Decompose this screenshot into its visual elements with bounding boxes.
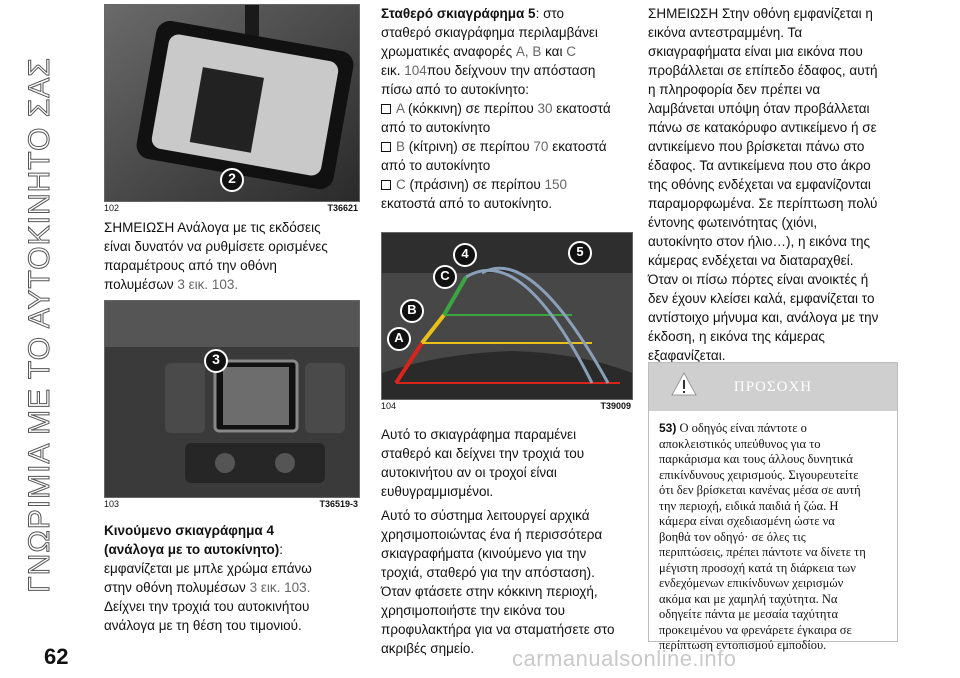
warning-line: οδηγείτε πάντα με μεσαία ταχύτητα xyxy=(659,607,838,621)
bullet-distance: 30 xyxy=(537,101,553,116)
col3-note-line: δεν έχουν κλείσει καλά, εμφανίζεται το xyxy=(648,291,875,306)
figure-reference: 104 xyxy=(404,63,427,78)
col1-note-line: είναι δυνατόν να ρυθμίσετε ορισμένες xyxy=(104,239,328,254)
bullet-text: (κίτρινη) σε περίπου xyxy=(408,139,534,154)
callout-2-label: 2 xyxy=(228,170,236,186)
col2-line: χρωματικές αναφορές xyxy=(381,44,516,59)
figure-103-dashboard xyxy=(104,300,360,498)
page-number: 62 xyxy=(44,644,69,669)
warning-body xyxy=(649,411,897,664)
col1-body-line: ανάλογα με τη θέση του τιμονιού. xyxy=(104,618,302,633)
bullet-unit: εκατοστά xyxy=(552,101,611,116)
figure-reference: 3 εικ. 103. xyxy=(177,277,239,292)
col3-note-line: αυτοκίνητο στον ήλιο…), η εικόνα της xyxy=(648,234,871,249)
warning-title: ΠΡΟΣΟΧΗ xyxy=(733,378,813,395)
moving-guideline-heading: (ανάλογα με το αυτοκίνητο) xyxy=(104,542,280,557)
warning-line: Ο οδηγός είναι πάντοτε ο xyxy=(676,421,807,435)
col1-body-line: εμφανίζεται με μπλε χρώμα επάνω xyxy=(104,561,312,576)
callout-5-label: 5 xyxy=(576,244,584,259)
warning-line: παρκάρισμα και τους άλλους δυνητικά xyxy=(659,452,853,466)
col2-para2-line: χρησιμοποιήστε την εικόνα του xyxy=(381,603,566,618)
figure-104-code: T39009 xyxy=(600,401,631,411)
bullet-unit: εκατοστά xyxy=(548,139,607,154)
callout-c-label: C xyxy=(440,268,450,283)
warning-triangle-icon xyxy=(671,371,697,397)
bullet-distance: 70 xyxy=(533,139,549,154)
col3-note-line: έντονης φωτεινότητας (χιόνι, xyxy=(648,215,818,230)
checkbox-bullet-icon xyxy=(381,180,391,190)
warning-line: την περιοχή, ειδικά παιδιά ή ζώα. Η xyxy=(659,498,839,513)
callout-4-label: 4 xyxy=(461,246,469,261)
figure-104-number: 104 xyxy=(381,401,397,411)
col3-note-line: πάνω σε κατακόρυφο αντικείμενο ή σε xyxy=(648,120,877,135)
col2-para2-line: χρησιμοποιώντας ένα ή περισσότερα xyxy=(381,527,603,542)
figure-103-number: 103 xyxy=(104,499,120,509)
col2-line: : στο xyxy=(535,6,565,21)
col3-note-line: Όταν οι πίσω πόρτες είναι ανοικτές ή xyxy=(648,272,869,287)
dashboard-illustration xyxy=(105,301,359,497)
figure-102-code: T36621 xyxy=(327,203,358,213)
bullet-letter: C xyxy=(396,177,406,192)
checkbox-bullet-icon xyxy=(381,104,391,114)
warning-line: κάμερα είναι σχεδιασμένη ώστε να xyxy=(659,514,835,528)
col2-para2-line: σκιαγραφήματα (κινούμενο για την xyxy=(381,546,587,561)
col1-note-line: ΣΗΜΕΙΩΣΗ Ανάλογα με τις εκδόσεις xyxy=(104,220,321,235)
col2-line: και xyxy=(541,44,567,59)
warning-line: βοηθά τον οδηγό· σε όλες τις xyxy=(659,529,806,544)
bullet-tail: από το αυτοκίνητο xyxy=(381,158,491,173)
side-chapter-title: ΓΝΩΡΙΜΙΑ ΜΕ ΤΟ ΑΥΤΟΚΙΝΗΤΟ ΣΑΣ xyxy=(23,57,56,593)
bullet-text: (κόκκινη) σε περίπου xyxy=(408,101,538,116)
warning-line: μέγιστη προσοχή κατά τη διάρκεια των xyxy=(659,560,856,575)
col3-note xyxy=(648,4,910,365)
col1-note-line: πολυμέσων xyxy=(104,277,178,292)
warning-line: ακόμα και με χαμηλή ταχύτητα. Να xyxy=(659,591,838,606)
warning-line: περίπτωση εντοπισμού εμποδίου. xyxy=(659,638,827,652)
warning-line: προκειμένου να φρενάρετε έγκαιρα σε xyxy=(659,622,852,637)
moving-guideline-heading: Κινούμενο σκιαγράφημα 4 xyxy=(104,523,274,538)
col2-line: σταθερό σκιαγράφημα περιλαμβάνει xyxy=(381,25,598,40)
col2-line: εικ. xyxy=(381,63,405,78)
figure-102-mirror xyxy=(104,4,360,202)
figure-102-number: 102 xyxy=(104,203,120,213)
col1-moving-guideline xyxy=(104,521,368,635)
col2-para1-line: ευθυγραμμισμένοι. xyxy=(381,484,494,499)
warning-line: αποκλειστικός υπεύθυνος για το xyxy=(659,436,821,451)
warning-header xyxy=(649,363,897,411)
col3-note-line: αντικείμενο που βρίσκεται πάνω στο xyxy=(648,139,865,154)
col3-note-line: λαμβάνεται υπόψη όταν προβάλλεται xyxy=(648,101,870,116)
distance-bullet-b xyxy=(381,137,641,156)
callout-b-label: B xyxy=(407,302,417,317)
col3-note-line: εικόνα αντεστραμμένη. Τα xyxy=(648,25,803,40)
bullet-distance: 150 xyxy=(544,177,568,192)
figure-104-caption xyxy=(381,401,631,411)
callout-3-label: 3 xyxy=(212,351,220,367)
col2-para2-line: προφυλακτήρα για να σταματήσετε στο xyxy=(381,622,615,637)
col3-note-line: ΣΗΜΕΙΩΣΗ Στην οθόνη εμφανίζεται η xyxy=(648,6,873,21)
col2-para2-line: ακριβές σημείο. xyxy=(381,641,475,656)
col3-note-line: της οθόνης ενδέχεται να εμφανίζονται xyxy=(648,177,871,192)
callout-a-label: A xyxy=(394,330,404,345)
bullet-letter: A xyxy=(396,101,405,116)
col3-note-line: η πληροφορία δεν πρέπει να xyxy=(648,82,821,97)
bullet-text: (πράσινη) σε περίπου xyxy=(409,177,545,192)
col1-note-line: παραμέτρους από την οθόνη xyxy=(104,258,277,273)
bullet-tail: εκατοστά από το αυτοκίνητο. xyxy=(381,196,553,211)
col3-note-line: αντίστοιχο μήνυμα και, ανάλογα με την xyxy=(648,310,879,325)
colon: : xyxy=(279,542,284,557)
col3-note-line: έκδοση, η εικόνα της κάμερας xyxy=(648,329,825,344)
warning-line: ενδεχόμενων επικίνδυνων χειρισμών xyxy=(659,576,844,590)
col3-note-line: έδαφος. Τα αντικείμενα που στο άκρο xyxy=(648,158,871,173)
fixed-guideline-heading: Σταθερό σκιαγράφημα 5 xyxy=(381,6,536,21)
figure-reference: 3 εικ. 103. xyxy=(249,580,311,595)
col2-explanation xyxy=(381,425,641,663)
col3-note-line: προβάλλεται σε επίπεδο έδαφος, αυτή xyxy=(648,63,878,78)
col2-fixed-guideline xyxy=(381,4,641,213)
figure-102-caption xyxy=(104,203,358,213)
col3-note-line: σκιαγραφήματα είναι μια εικόνα που xyxy=(648,44,863,59)
watermark: carmanualsonline.info xyxy=(512,646,737,671)
warning-line: ότι δεν βρίσκεται κανένας μέσα σε αυτή xyxy=(659,483,861,497)
checkbox-bullet-icon xyxy=(381,142,391,152)
col2-para1-line: Αυτό το σκιαγράφημα παραμένει xyxy=(381,427,577,442)
bullet-letter: B xyxy=(396,139,406,154)
col2-para1-line: αυτοκινήτου αν οι τροχοί είναι xyxy=(381,465,557,480)
col1-note xyxy=(104,218,364,294)
figure-103-caption xyxy=(104,499,358,509)
col2-line: πίσω από το αυτοκίνητο: xyxy=(381,82,529,97)
distance-bullet-c xyxy=(381,175,641,194)
col2-para2-line: Όταν φτάσετε στην κόκκινη περιοχή, xyxy=(381,584,598,599)
col3-note-line: κάμερας ενδέχεται να διαταραχθεί. xyxy=(648,253,854,268)
ref-letters: A, B xyxy=(515,44,542,59)
warning-line: επικίνδυνους χειρισμούς. Σιγουρευτείτε xyxy=(659,467,859,482)
col1-body-line: στην οθόνη πολυμέσων xyxy=(104,580,250,595)
col2-para2-line: Αυτό το σύστημα λειτουργεί αρχικά xyxy=(381,508,590,523)
col1-body-line: Δείχνει την τροχιά του αυτοκινήτου xyxy=(104,599,310,614)
col2-para2-line: τροχιά, σταθερό για την απόσταση). xyxy=(381,565,595,580)
warning-box xyxy=(648,362,898,652)
distance-bullet-a xyxy=(381,99,641,118)
col2-line: που δείχνουν την απόσταση xyxy=(426,63,596,78)
bullet-tail: από το αυτοκίνητο xyxy=(381,120,491,135)
ref-letter: C xyxy=(566,44,576,59)
col3-note-line: παραμορφωμένα. Σε περίπτωση πολύ xyxy=(648,196,878,211)
figure-103-code: T36519-3 xyxy=(319,499,358,509)
warning-line: περιπτώσεις, πρέπει πάντοτε να δίνετε τη xyxy=(659,545,866,559)
col3-note-line: εξαφανίζεται. xyxy=(648,348,726,363)
figure-104-camera-guidelines xyxy=(381,232,633,400)
warning-number: 53) xyxy=(659,421,677,435)
col2-para1-line: σταθερό και δείχνει την τροχιά του xyxy=(381,446,585,461)
